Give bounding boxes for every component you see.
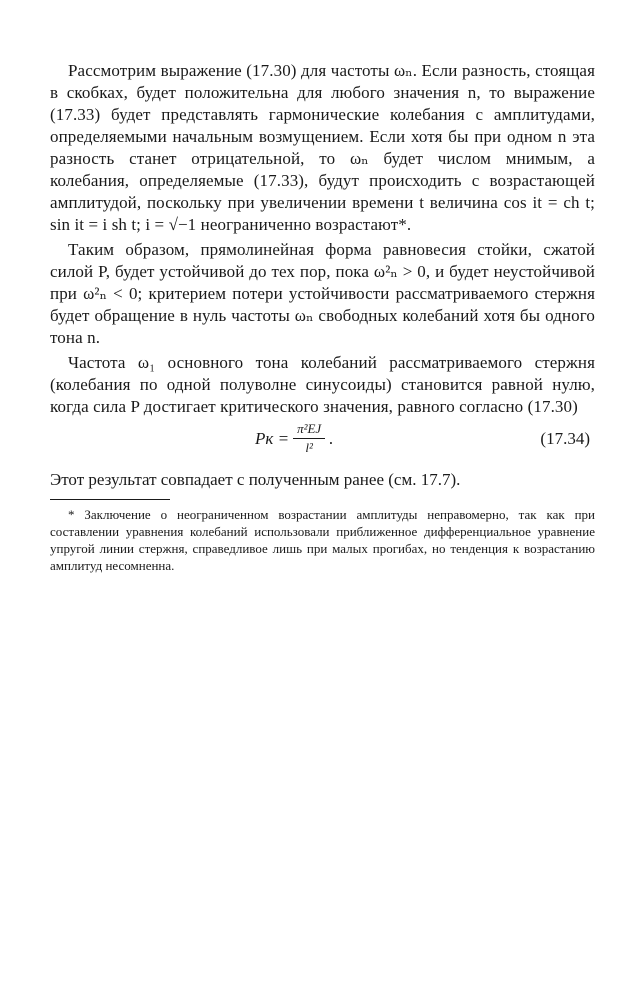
critical-force-formula <box>255 421 333 456</box>
paragraph-stability-criterion: Таким образом, прямолинейная форма равновесия стойки, сжатой силой P, будет устойчивой до тех пор, пока ω²ₙ > 0, и будет неустойчивой при ω²ₙ < 0; критерием потери устойчивости рассматриваемого стержня будет обращение в нуль частоты ωₙ свободных колебаний хотя бы одного тона n. <box>50 240 595 347</box>
page-content <box>50 60 595 574</box>
equation-number: (17.34) <box>540 429 590 448</box>
formula-period: . <box>329 428 334 448</box>
footnote-divider <box>50 499 170 500</box>
formula-numerator: π²EJ <box>293 421 325 439</box>
result-sentence: Этот результат совпадает с полученным ранее (см. 17.7). <box>50 470 461 489</box>
formula-denominator: l² <box>305 440 313 455</box>
formula-lhs: Pк = <box>255 428 290 448</box>
paragraph-critical-force: Частота ω₁ основного тона колебаний рассматриваемого стержня (колебания по одной полуволне синусоиды) становится равной нулю, когда сила P достигает критического значения, равного согласно (17.30) <box>50 353 595 416</box>
formula-17-34 <box>50 421 595 457</box>
paragraph-stability-analysis: Рассмотрим выражение (17.30) для частоты ωₙ. Если разность, стоящая в скобках, будет положительна для любого значения n, то выражение (17.33) будет представлять гармонические колебания с амплитудами, определяемыми начальным возмущением. Если хотя бы при одном n эта разность станет отрицательной, то ωₙ будет числом мнимым, а колебания, определяемые (17.33), будут происходить с возрастающей амплитудой, поскольку при увеличении времени t величина cos it = ch t; sin it = i sh t; i = √−1 неограниченно возрастают*. <box>50 61 595 234</box>
footnote: * Заключение о неограниченном возрастании амплитуды неправомерно, так как при составлении уравнения колебаний использовали приближенное дифференциальное уравнение упругой линии стержня, справедливое лишь при малых прогибах, но тенденция к возрастанию амплитуд несомненна. <box>50 507 595 573</box>
formula-fraction <box>293 421 325 456</box>
